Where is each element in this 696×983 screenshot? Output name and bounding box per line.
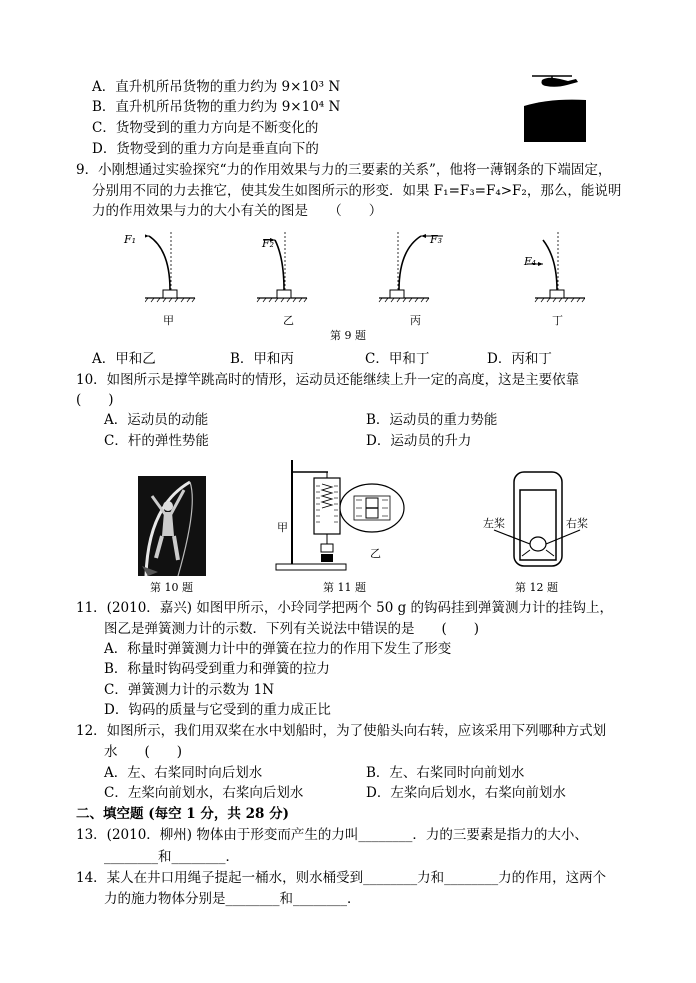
q13-line1: 13．(2010．柳州) 物体由于形变而产生的力叫________．力的三要素是指力的大小、 [76,827,588,843]
q8-option-b: B．直升机所吊货物的重力约为 9×10⁴ N [92,99,341,115]
q9-option-a: A．甲和乙 [92,351,156,367]
q9-force-1: F₁ [124,233,137,246]
fig12-left-oar: 左桨 [483,517,505,530]
q12-line2: 水 ( ) [104,744,183,760]
section2-heading: 二、填空题 (每空 1 分，共 28 分) [76,806,289,822]
q12-option-d: D．左桨向后划水，右桨向前划水 [366,785,566,801]
q10-line1: 10．如图所示是撑竿跳高时的情形，运动员还能继续上升一定的高度，这是主要依靠 [76,372,580,388]
q8-option-d: D．货物受到的重力方向是垂直向下的 [92,141,319,157]
q10-option-d: D．运动员的升力 [366,433,472,449]
q12-option-c: C．左桨向前划水，右桨向后划水 [104,785,304,801]
q9-force-2: F₂ [262,237,275,250]
q11-line1: 11．(2010．嘉兴) 如图甲所示，小玲同学把两个 50 g 的钩码挂到弹簧测力计的挂钩上， [76,600,614,616]
q9-label-ding: 丁 [552,314,563,327]
q10-option-b: B．运动员的重力势能 [366,412,498,428]
helicopter-photo [520,70,590,142]
q8-option-c: C．货物受到的重力方向是不断变化的 [92,120,319,136]
q11-option-b: B．称量时钩码受到重力和弹簧的拉力 [104,661,330,677]
q9-label-yi: 乙 [283,314,294,327]
q9-line2: 分别用不同的力去推它，使其发生如图所示的形变．如果 F₁=F₃=F₄>F₂，那么，能说明 [92,183,622,199]
q9-panel-jia [145,232,195,302]
fig11-label-yi: 乙 [370,547,381,560]
q9-line3: 力的作用效果与力的大小有关的图是 （ ） [92,203,383,219]
q9-option-d: D．丙和丁 [487,351,552,367]
fig10-caption: 第 10 题 [150,581,193,594]
q11-option-d: D．钩码的质量与它受到的重力成正比 [104,702,331,718]
q9-label-bing: 丙 [410,314,421,327]
q9-option-c: C．甲和丁 [365,351,430,367]
q12-line1: 12．如图所示，我们用双桨在水中划船时，为了使船头向右转，应该采用下列哪种方式划 [76,723,607,739]
q11-option-c: C．弹簧测力计的示数为 1N [104,682,275,698]
q14-line2: 力的施力物体分别是________和________． [104,891,361,907]
fig11-caption: 第 11 题 [323,581,366,594]
q9-figure [145,228,585,320]
fig11-label-jia: 甲 [277,521,288,534]
q8-option-a: A．直升机所吊货物的重力约为 9×10³ N [92,79,341,95]
q11-option-a: A．称量时弹簧测力计中的弹簧在拉力的作用下发生了形变 [104,641,452,657]
q9-option-b: B．甲和丙 [230,351,294,367]
q10-line2: ( ) [76,392,114,408]
q9-caption: 第 9 题 [330,329,366,342]
q9-force-3: F₃ [430,233,443,246]
q12-option-a: A．左、右桨同时向后划水 [104,765,263,781]
q11-line2: 图乙是弹簧测力计的示数．下列有关说法中错误的是 ( ) [104,621,480,637]
q9-line1: 9．小刚想通过实验探究“力的作用效果与力的三要素的关系”，他将一薄钢条的下端固定， [76,162,612,178]
q10-option-a: A．运动员的动能 [104,412,209,428]
fig12-caption: 第 12 题 [515,581,558,594]
q9-force-4: F₄ [524,255,537,268]
q10-option-c: C．杆的弹性势能 [104,433,209,449]
spring-scale-figure [262,456,412,576]
pole-vault-photo [138,476,206,576]
q9-label-jia: 甲 [163,314,174,327]
q14-line1: 14．某人在井口用绳子提起一桶水，则水桶受到________力和________力的作用，这两个 [76,870,607,886]
q13-line2: ________和________． [104,849,239,865]
q12-option-b: B．左、右桨同时向前划水 [366,765,525,781]
fig12-right-oar: 右桨 [566,517,588,530]
